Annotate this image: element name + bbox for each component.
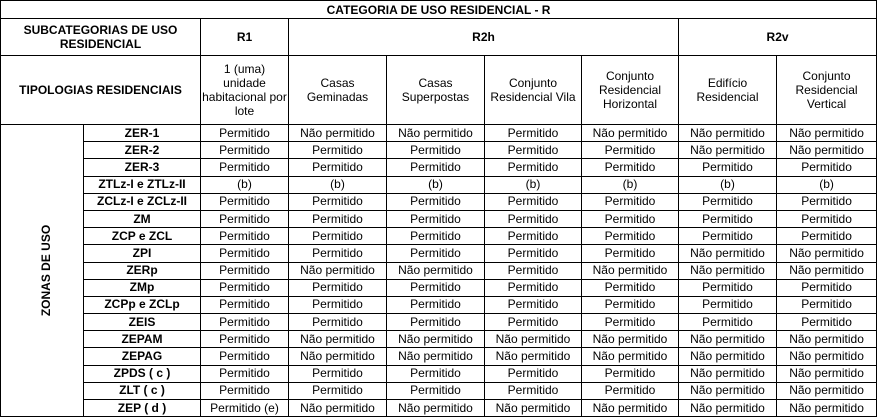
permission-cell: Permitido xyxy=(777,296,877,313)
permission-cell: Permitido xyxy=(582,382,679,399)
table-row xyxy=(1,245,877,262)
permission-cell: Permitido xyxy=(582,210,679,227)
zone-name: ZER-2 xyxy=(84,142,201,159)
permission-cell: Permitido xyxy=(387,296,485,313)
permission-cell: Não permitido xyxy=(679,400,777,417)
permission-cell: Permitido xyxy=(777,210,877,227)
permission-cell: Não permitido xyxy=(679,382,777,399)
permission-cell: Não permitido xyxy=(777,348,877,365)
table-row xyxy=(1,296,877,313)
permission-cell: (b) xyxy=(485,176,582,193)
permission-cell: Permitido xyxy=(485,296,582,313)
permission-cell: Permitido xyxy=(201,245,289,262)
permission-cell: Permitido xyxy=(582,314,679,331)
tipologia-cell: Casas Superpostas xyxy=(387,56,485,125)
table-row xyxy=(1,142,877,159)
permission-cell: Permitido xyxy=(387,159,485,176)
permission-cell: Permitido xyxy=(485,382,582,399)
permission-cell: Permitido xyxy=(387,279,485,296)
permission-cell: Permitido xyxy=(201,279,289,296)
permission-cell: Não permitido xyxy=(582,348,679,365)
table-row xyxy=(1,365,877,382)
tipologia-cell: Conjunto Residencial Vila xyxy=(485,56,582,125)
permission-cell: Não permitido xyxy=(582,400,679,417)
permission-cell: Permitido xyxy=(679,314,777,331)
permission-cell: Não permitido xyxy=(485,348,582,365)
permission-cell: Permitido xyxy=(289,382,387,399)
zone-name: ZEIS xyxy=(84,314,201,331)
permission-cell: Permitido xyxy=(201,125,289,142)
permission-cell: Permitido xyxy=(777,193,877,210)
subcategory-r2v: R2v xyxy=(679,19,877,56)
permission-cell: Não permitido xyxy=(387,348,485,365)
zone-name: ZEP ( d ) xyxy=(84,400,201,417)
permission-cell: Não permitido xyxy=(777,382,877,399)
permission-cell: Permitido xyxy=(582,296,679,313)
tipologia-cell: 1 (uma) unidade habitacional por lote xyxy=(201,56,289,125)
zone-name: ZPDS ( c ) xyxy=(84,365,201,382)
permission-cell: Permitido xyxy=(289,193,387,210)
permission-cell: Permitido xyxy=(289,245,387,262)
table-row xyxy=(1,331,877,348)
permission-cell: Permitido xyxy=(679,296,777,313)
zone-name: ZCLz-I e ZCLz-II xyxy=(84,193,201,210)
permission-cell: Não permitido xyxy=(289,125,387,142)
permission-cell: Permitido xyxy=(387,210,485,227)
permission-cell: Permitido xyxy=(289,228,387,245)
subcategorias-label: SUBCATEGORIAS DE USO RESIDENCIAL xyxy=(1,19,201,56)
table-row xyxy=(1,279,877,296)
permission-cell: Permitido xyxy=(679,279,777,296)
permission-cell: (b) xyxy=(679,176,777,193)
permission-cell: Permitido xyxy=(485,245,582,262)
zonas-label: ZONAS DE USO xyxy=(39,224,54,317)
permission-cell: (b) xyxy=(201,176,289,193)
table-row xyxy=(1,348,877,365)
permission-cell: Permitido xyxy=(582,142,679,159)
permission-cell: Permitido xyxy=(289,142,387,159)
zone-name: ZCPp e ZCLp xyxy=(84,296,201,313)
permission-cell: Permitido xyxy=(582,159,679,176)
permission-cell: Não permitido xyxy=(777,125,877,142)
table-row xyxy=(1,159,877,176)
permission-cell: Permitido xyxy=(387,193,485,210)
permission-cell: Permitido xyxy=(582,245,679,262)
zone-name: ZLT ( c ) xyxy=(84,382,201,399)
permission-cell: Permitido xyxy=(201,296,289,313)
permission-cell: Permitido xyxy=(201,193,289,210)
permission-cell: Permitido xyxy=(387,314,485,331)
permission-cell: Não permitido xyxy=(777,400,877,417)
permission-cell: Permitido xyxy=(485,142,582,159)
permission-cell: Permitido xyxy=(289,210,387,227)
permission-cell: Permitido xyxy=(201,348,289,365)
permission-cell: Permitido xyxy=(485,159,582,176)
permission-cell: Permitido xyxy=(201,159,289,176)
table-row xyxy=(1,400,877,417)
permission-cell: Permitido xyxy=(679,210,777,227)
permission-cell: Permitido xyxy=(289,279,387,296)
permission-cell: Permitido xyxy=(485,314,582,331)
permission-cell: Não permitido xyxy=(289,400,387,417)
permission-cell: Permitido xyxy=(201,365,289,382)
permission-cell: (b) xyxy=(387,176,485,193)
table-row xyxy=(1,382,877,399)
zone-name: ZER-3 xyxy=(84,159,201,176)
permission-cell: Permitido xyxy=(582,279,679,296)
tipologia-cell: Conjunto Residencial Horizontal xyxy=(582,56,679,125)
permission-cell: Permitido xyxy=(485,365,582,382)
table-row xyxy=(1,314,877,331)
permission-cell: Permitido xyxy=(387,245,485,262)
permission-cell: Não permitido xyxy=(777,142,877,159)
permission-cell: Permitido xyxy=(485,210,582,227)
permission-cell: Não permitido xyxy=(679,331,777,348)
permission-cell: Não permitido xyxy=(777,262,877,279)
zone-name: ZERp xyxy=(84,262,201,279)
permission-cell: Não permitido xyxy=(387,125,485,142)
permission-cell: (b) xyxy=(582,176,679,193)
permission-cell: Permitido xyxy=(201,210,289,227)
permission-cell: Permitido xyxy=(485,193,582,210)
permission-cell: Permitido xyxy=(777,314,877,331)
permission-cell: Não permitido xyxy=(582,331,679,348)
permission-cell: Permitido xyxy=(485,262,582,279)
permission-cell: Permitido xyxy=(289,159,387,176)
table-row xyxy=(1,125,877,142)
permission-cell: Não permitido xyxy=(582,125,679,142)
permission-cell: Não permitido xyxy=(777,365,877,382)
permission-cell: Permitido xyxy=(679,193,777,210)
permission-cell: Permitido xyxy=(201,142,289,159)
permission-cell: Não permitido xyxy=(485,331,582,348)
permission-cell: (b) xyxy=(289,176,387,193)
zone-name: ZTLz-I e ZTLz-II xyxy=(84,176,201,193)
permission-cell: Não permitido xyxy=(679,348,777,365)
zone-name: ZMp xyxy=(84,279,201,296)
table-row xyxy=(1,176,877,193)
permission-cell: Permitido xyxy=(201,228,289,245)
table-row xyxy=(1,262,877,279)
permission-cell: Não permitido xyxy=(289,331,387,348)
permission-cell: Permitido xyxy=(582,365,679,382)
subcategory-r2h: R2h xyxy=(289,19,679,56)
permission-cell: Permitido (e) xyxy=(201,400,289,417)
permission-cell: Não permitido xyxy=(679,125,777,142)
tipologia-cell: Edifício Residencial xyxy=(679,56,777,125)
zone-name: ZPI xyxy=(84,245,201,262)
permission-cell: Permitido xyxy=(289,296,387,313)
permission-cell: Permitido xyxy=(387,142,485,159)
permission-cell: Não permitido xyxy=(679,142,777,159)
zone-name: ZM xyxy=(84,210,201,227)
permission-cell: Permitido xyxy=(387,228,485,245)
zone-name: ZEPAM xyxy=(84,331,201,348)
permission-cell: Permitido xyxy=(485,279,582,296)
zone-name: ZCP e ZCL xyxy=(84,228,201,245)
permission-cell: Permitido xyxy=(201,382,289,399)
permission-cell: Permitido xyxy=(777,228,877,245)
permission-cell: Permitido xyxy=(582,193,679,210)
permission-cell: Permitido xyxy=(387,382,485,399)
permission-cell: Não permitido xyxy=(485,400,582,417)
permission-cell: Não permitido xyxy=(777,245,877,262)
zone-name: ZEPAG xyxy=(84,348,201,365)
tipologia-cell: Conjunto Residencial Vertical xyxy=(777,56,877,125)
permission-cell: Não permitido xyxy=(679,365,777,382)
permission-cell: Permitido xyxy=(387,365,485,382)
permission-cell: Não permitido xyxy=(289,348,387,365)
permission-cell: Não permitido xyxy=(679,262,777,279)
permission-cell: Permitido xyxy=(289,314,387,331)
permission-cell: Não permitido xyxy=(387,400,485,417)
subcategory-r1: R1 xyxy=(201,19,289,56)
permission-cell: Permitido xyxy=(777,279,877,296)
zonas-label-cell xyxy=(1,125,84,417)
permission-cell: Permitido xyxy=(679,228,777,245)
tipologias-label: TIPOLOGIAS RESIDENCIAIS xyxy=(1,56,201,125)
permission-cell: Não permitido xyxy=(387,262,485,279)
table-row xyxy=(1,228,877,245)
table-title: CATEGORIA DE USO RESIDENCIAL - R xyxy=(1,1,877,19)
table-row xyxy=(1,210,877,227)
tipologia-cell: Casas Geminadas xyxy=(289,56,387,125)
permission-cell: Permitido xyxy=(777,159,877,176)
permission-cell: Não permitido xyxy=(679,245,777,262)
permission-cell: (b) xyxy=(777,176,877,193)
permission-cell: Permitido xyxy=(201,314,289,331)
permission-cell: Permitido xyxy=(201,331,289,348)
permission-cell: Permitido xyxy=(201,262,289,279)
permission-cell: Não permitido xyxy=(289,262,387,279)
zone-name: ZER-1 xyxy=(84,125,201,142)
permission-cell: Não permitido xyxy=(582,262,679,279)
permission-cell: Permitido xyxy=(679,159,777,176)
table-row xyxy=(1,193,877,210)
permission-cell: Permitido xyxy=(485,125,582,142)
permission-cell: Permitido xyxy=(289,365,387,382)
permission-cell: Não permitido xyxy=(777,331,877,348)
permission-cell: Permitido xyxy=(582,228,679,245)
permission-cell: Permitido xyxy=(485,228,582,245)
permission-cell: Não permitido xyxy=(387,331,485,348)
